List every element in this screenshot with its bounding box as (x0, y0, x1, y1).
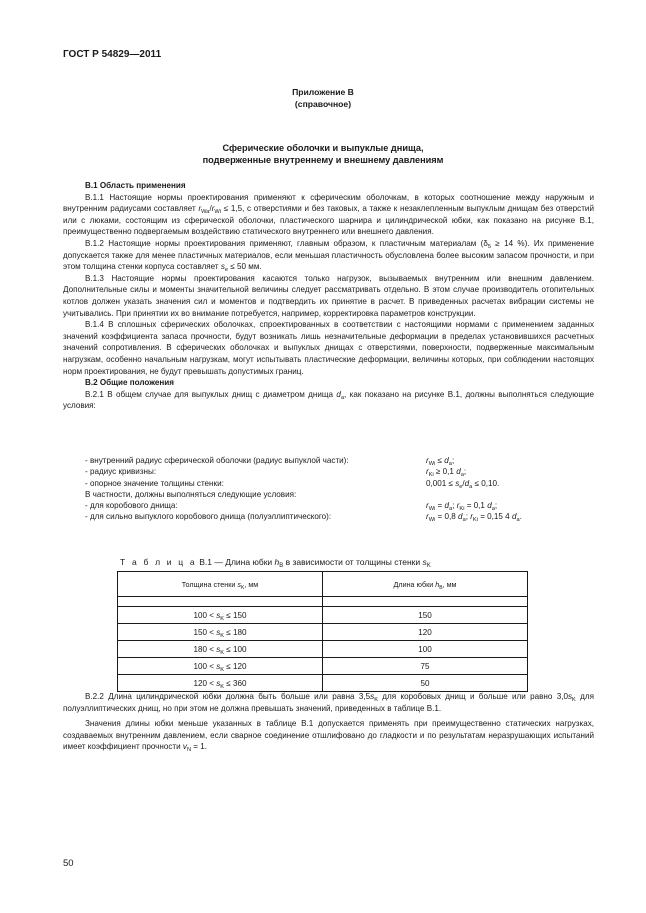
condition-row: - опорное значение толщины стенки: $0,001 \le s_e/d_a \le 0,10$. (85, 478, 595, 489)
paragraph-skirt-length-note: Значения длины юбки меньше указанных в таблице В.1 допускается применять при преимущественно статических нагрузках, создаваемых внутренним давлением, если сварное соединение отшлифовано до гладкости и по результатам неразрушающих испытаний имеет коэффициент прочности $v_N = 1$. (63, 719, 594, 754)
paragraph-b-1-3: В.1.3 Настоящие нормы проектирования касаются только нагрузок, вызываемых внутренним или внешним давлением. Дополнительные силы и моменты значительной величины следует рассматривать отдельно. В этом случае производитель отопительных котлов должен указать значения сил и моментов и подтвердить их принятие в расчет. В приведенных расчетах вибрации системы не учитывались. При принятии их во внимание потребуется, например, корректировка параметров конструкции. (63, 273, 594, 318)
condition-value: $r_{Wi} = d_a$; $r_{Ki} = 0,1$ $d_a$; (426, 501, 498, 513)
table-row: $180 < s_K \le 100$ 100 (118, 641, 528, 658)
paragraph-b-2-2: В.2.2 Длина цилиндрической юбки должна быть больше или равна $3,5s_K$ для коробовых днищ и больше или равно $3,0s_K$ для полуэллиптических днищ, но при этом не должна превышать значений, приведенных в таблице В.1. (63, 692, 594, 713)
condition-row: - радиус кривизны: $r_{Ki} \ge 0,1$ $d_a$; (85, 466, 595, 477)
appendix-subtitle: (справочное) (294, 99, 352, 109)
condition-value: $r_{Wi} \le d_a$; (426, 456, 455, 467)
standard-number: ГОСТ Р 54829—2011 (63, 49, 162, 60)
table-row: $150 < s_K \le 180$ 120 (118, 624, 528, 641)
section-2-title: В.2 Общие положения (85, 378, 174, 388)
condition-row: - для сильно выпуклого коробового днища (полуэллиптического): $r_{Wi} = 0,8$ $d_a$; $r_{Ki} = 0,15$ 4 $d_a$. (85, 511, 595, 522)
paragraph-b-1-1: В.1.1 Настоящие нормы проектирования применяют к сферическим оболочкам, в которых соотношение между наружным и внутренним радиусами составляет $r_{Wa}/r_{Wi} \le 1,5$, с отверстиями и без таковых, а также к незаклепленным выпуклым днищам без отверстий или с люками, состоящим из сферической оболочки, пластического шарнира и цилиндрической юбки, как показано на рисунке В.1, преимущественно подвергаемым воздействию статического внутреннего или внешнего давления. (63, 192, 594, 237)
conditions-list (85, 455, 595, 523)
section-1 (63, 180, 594, 412)
paragraph-b-1-4: В.1.4 В сплошных сферических оболочках, спроектированных в соответствии с настоящими нормами с применением заданных значений коэффициента запаса прочности, будут возникать лишь незначительные деформации в пределах установившихся расчетных значений сопротивления. В сферических оболочках и выпуклых днищах с отверстиями, поверхности, подверженные максимальным нагрузкам, особенно начальным нагрузкам, могут испытывать пластические деформации, величины которых, при соблюдении настоящих норм проектирования, не будут превышать допустимых границ. (63, 320, 594, 376)
condition-value: $0,001 \le s_e/d_a \le 0,10$. (426, 478, 500, 490)
appendix-title: Приложение В (292, 87, 354, 97)
paragraph-b-1-2: В.1.2 Настоящие нормы проектирования применяют, главным образом, к пластичным материалам ($\delta_5 \ge 14$ %). Их применение допускается также для менее пластичных материалов, если меньшая пластичность обусловлена более высоким запасом прочности, и при этом толщина стенки корпуса составляет $s_e \le 50$ мм. (63, 238, 594, 274)
column-header-thickness: Толщина стенки $s_K$, мм (118, 572, 323, 597)
condition-row: - для коробового днища: $r_{Wi} = d_a$; $r_{Ki} = 0,1$ $d_a$; (85, 500, 595, 511)
table-row: $100 < s_K \le 120$ 75 (118, 658, 528, 675)
column-header-length: Длина юбки $h_B$, мм (323, 572, 528, 597)
condition-row: - внутренний радиус сферической оболочки (радиус выпуклой части): $r_{Wi} \le d_a$; (85, 455, 595, 466)
skirt-length-table (117, 571, 528, 692)
condition-intro: В частности, должны выполняться следующие условия: (85, 489, 297, 499)
section-2-continued (63, 691, 594, 753)
section-1-title: В.1 Область применения (85, 181, 186, 190)
paragraph-b-2-1: В.2.1 В общем случае для выпуклых днищ с диаметром днища $d_a$, как показано на рисунке В.1, должны выполняться следующие условия: (63, 389, 594, 411)
table-caption: Т а б л и ц а В.1 — Длина юбки $h_B$ в зависимости от толщины стенки $s_K$ (120, 557, 431, 569)
heading-line-1: Сферические оболочки и выпуклые днища, (222, 143, 424, 153)
page-number: 50 (63, 858, 74, 869)
table-row: $120 < s_K \le 360$ 50 (118, 675, 528, 692)
condition-value: $r_{Wi} = 0,8$ $d_a$; $r_{Ki} = 0,15$ 4 $d_a$. (426, 512, 522, 524)
heading-line-2: подверженные внутреннему и внешнему давлениям (202, 155, 444, 165)
table-row: $100 < s_K \le 150$ 150 (118, 607, 528, 624)
condition-value: $r_{Ki} \ge 0,1$ $d_a$; (426, 467, 467, 479)
